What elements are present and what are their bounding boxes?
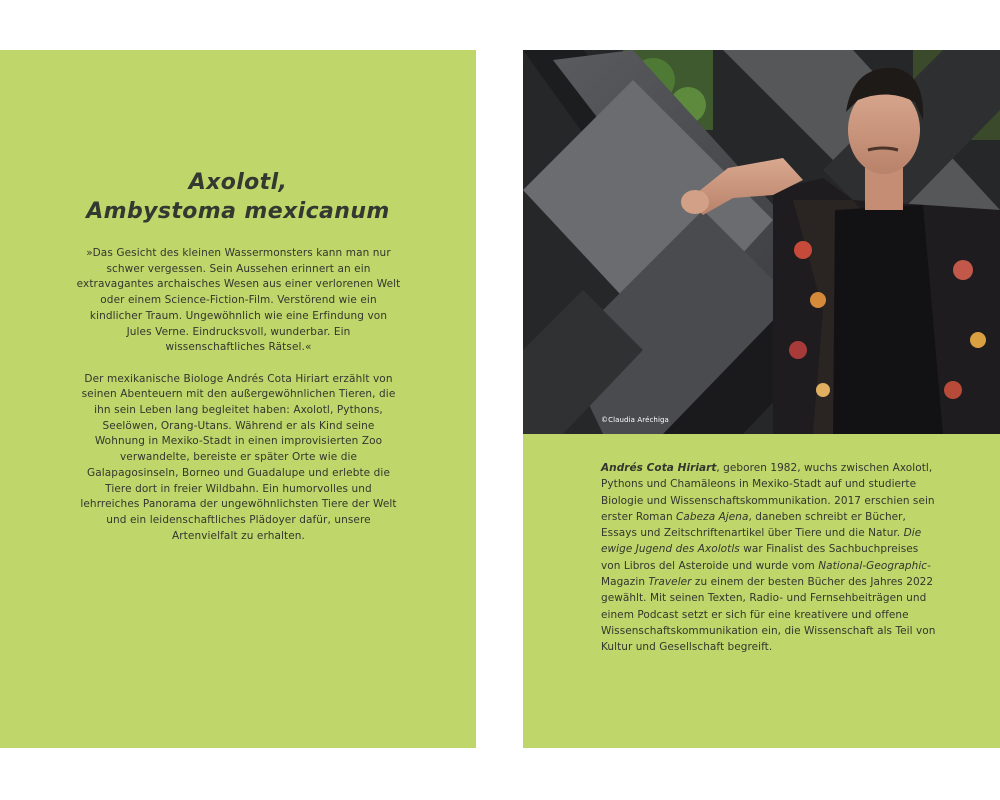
blurb — [76, 246, 401, 544]
magazine-name: National-Geographic — [818, 559, 928, 572]
author-name: Andrés Cota Hiriart — [601, 462, 717, 474]
book-title-reference: Die ewige Jugend des Axolotls — [601, 527, 922, 556]
author-bio — [601, 460, 941, 656]
magazine-title: Traveler — [648, 576, 692, 589]
bio-text-5: zu einem der besten Bücher des Jahres 2022 gewählt. Mit seinen Texten, Radio- und Fernsehbeiträgen und einem Podcast setzt er sich für eine kreativere und offene Wissenschaftskommunikation ein, die Wissenschaft als Teil von Kultur und Gesellschaft begreift. — [601, 576, 936, 654]
author-photo — [523, 50, 1000, 434]
description-paragraph: Der mexikanische Biologe Andrés Cota Hiriart erzählt von seinen Abenteuern mit den außergewöhnlichen Tieren, die ihn sein Leben lang begleitet haben: Axolotl, Pythons, Seelöwen, Orang-Utans. Während er als Kind seine Wohnung in Mexiko-Stadt in einen improvisierten Zoo verwandelte, bereiste er später Orte wie die Galapagosinseln, Borneo und Guadalupe und erlebte die Tiere dort in freier Wildbahn. Ein humorvolles und lehrreiches Panorama der ungewöhnlichsten Tiere der Welt und ein leidenschaftliches Plädoyer dafür, unsere Artenvielfalt zu erhalten. — [80, 372, 397, 542]
bio-text-1: , geboren 1982, wuchs zwischen Axolotl, Pythons und Chamäleons in Mexiko-Stadt auf und studierte Biologie und Wissenschaftskommunikation. 2017 erschien sein erster Roman — [601, 462, 935, 523]
title-line-2: Ambystoma mexicanum — [86, 199, 390, 224]
bio-text-3: war Finalist des Sachbuchpreises von Libros del Asteroide und wurde vom — [601, 543, 919, 572]
novel-title: Cabeza Ajena — [676, 510, 749, 523]
title-line-1: Axolotl, — [188, 170, 288, 195]
right-page — [523, 50, 1000, 748]
left-page — [0, 50, 476, 748]
bio-text-4: -Magazin — [601, 559, 931, 589]
bio-text-2: , daneben schreibt er Bücher, Essays und Zeitschriftenartikel über Tiere und die Natur. — [601, 510, 906, 540]
photo-credit: ©Claudia Aréchiga — [601, 416, 669, 424]
book-title — [0, 168, 476, 226]
quote-paragraph: »Das Gesicht des kleinen Wassermonsters kann man nur schwer vergessen. Sein Aussehen erinnert an ein extravagantes archaisches Wesen aus einer verlorenen Welt oder einem Science-Fiction-Film. Verstörend wie ein kindlicher Traum. Ungewöhnlich wie eine Erfindung von Jules Verne. Eindrucksvoll, wunderbar. Ein wissenschaftliches Rätsel.« — [76, 247, 401, 354]
